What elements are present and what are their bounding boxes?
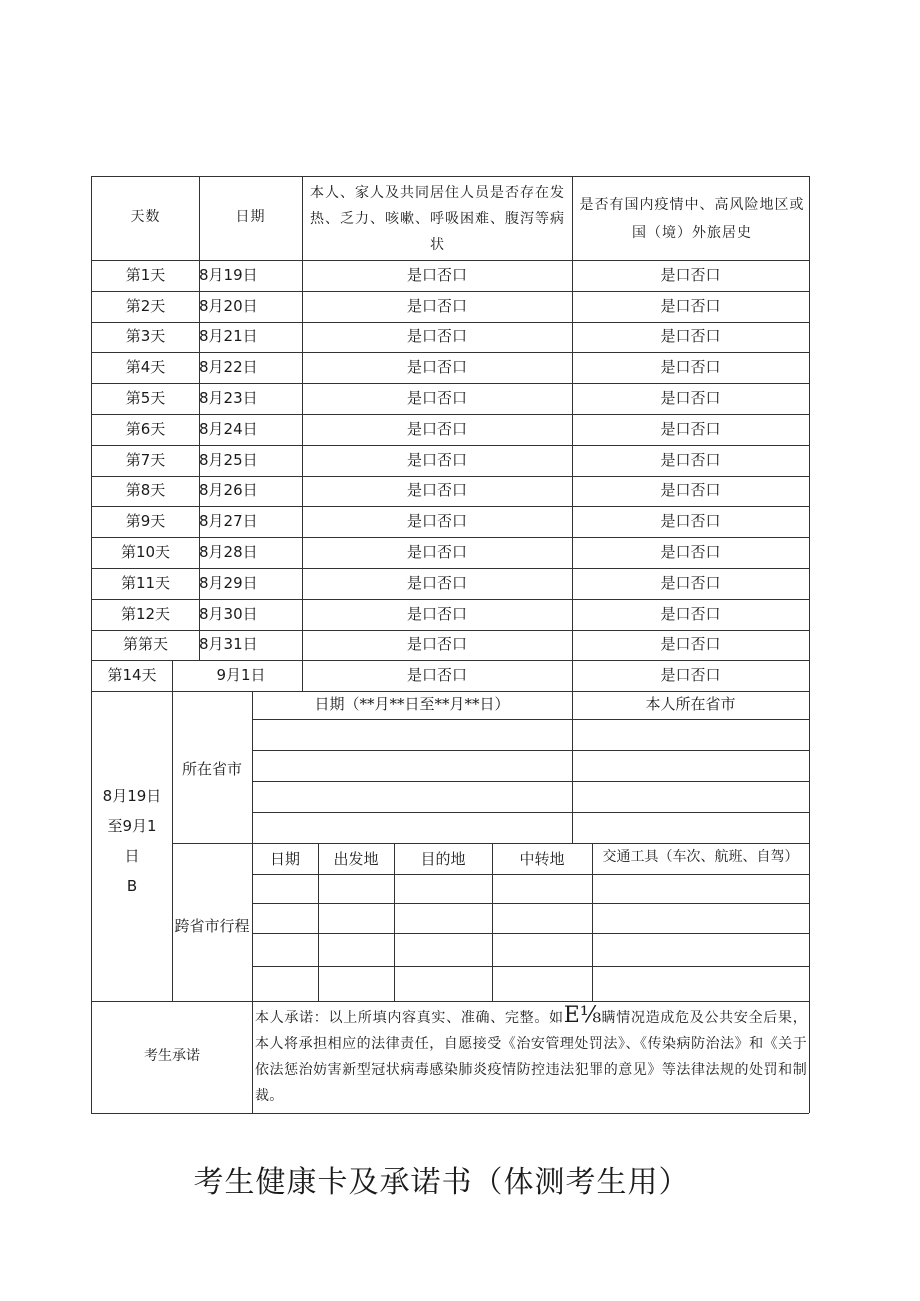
day-cell: 第9天	[125, 512, 166, 531]
symptom-checkbox-cell: 是口否口	[406, 358, 467, 377]
grid-line-v	[592, 843, 593, 1001]
pledge-label: 考生承诺	[144, 1048, 200, 1065]
day-cell: 第5天	[125, 388, 166, 407]
header-travel-question: 是否有国内疫情中、高风险地区或国（境）外旅居史	[579, 197, 805, 241]
symptom-checkbox-cell: 是口否口	[406, 481, 467, 500]
travel-checkbox-cell: 是口否口	[660, 358, 721, 377]
day-cell: 第2天	[125, 296, 166, 315]
grid-line-h	[252, 966, 809, 967]
grid-line-v	[492, 843, 493, 1001]
travel-checkbox-cell: 是口否口	[660, 265, 721, 284]
date-cell: 8月22日	[199, 358, 258, 377]
grid-line-h	[91, 1113, 809, 1114]
location-date-header: 日期（**月**日至**月**日）	[314, 695, 510, 714]
pledge-text-before: 本人承诺：以上所填内容真实、准确、完整。如	[255, 1010, 564, 1026]
day-cell: 第14天	[107, 666, 157, 685]
symptom-checkbox-cell: 是口否口	[406, 604, 467, 623]
period-label	[92, 781, 172, 901]
period-line-4: B	[126, 877, 138, 895]
travel-checkbox-cell: 是口否口	[660, 296, 721, 315]
grid-line-h	[252, 812, 809, 813]
pledge-text	[255, 1003, 807, 1109]
grid-line-v	[91, 176, 92, 1113]
grid-line-v	[199, 176, 200, 660]
pledge-glyph: E⅛	[563, 1003, 602, 1028]
grid-line-h	[172, 843, 809, 844]
date-cell: 8月21日	[199, 327, 258, 346]
grid-line-h	[91, 691, 809, 692]
day-cell: 第4天	[125, 358, 166, 377]
symptom-checkbox-cell: 是口否口	[406, 419, 467, 438]
document-title: 考生健康卡及承诺书（体测考生用）	[193, 1165, 690, 1200]
grid-line-v	[809, 176, 810, 1113]
day-cell: 第6天	[125, 419, 166, 438]
grid-line-h	[252, 750, 809, 751]
date-cell: 8月29日	[199, 573, 258, 592]
travel-checkbox-cell: 是口否口	[660, 666, 721, 685]
date-cell: 8月28日	[199, 542, 258, 561]
symptom-checkbox-cell: 是口否口	[406, 512, 467, 531]
location-label: 所在省市	[181, 760, 242, 779]
date-cell: 8月23日	[199, 388, 258, 407]
day-cell: 第12天	[120, 604, 171, 623]
travel-checkbox-cell: 是口否口	[660, 573, 721, 592]
day-cell: 第3天	[125, 327, 166, 346]
symptom-checkbox-cell: 是口否口	[406, 265, 467, 284]
grid-line-h	[91, 1001, 809, 1002]
grid-line-h	[252, 933, 809, 934]
date-cell: 8月25日	[199, 450, 258, 469]
grid-line-h	[252, 874, 809, 875]
date-cell: 8月30日	[199, 604, 258, 623]
day-cell: 第11天	[120, 573, 171, 592]
travel-checkbox-cell: 是口否口	[660, 542, 721, 561]
grid-line-v	[572, 691, 573, 843]
grid-line-v	[302, 176, 303, 691]
travel-checkbox-cell: 是口否口	[660, 419, 721, 438]
period-line-2: 至9月1	[107, 817, 157, 835]
date-cell: 8月31日	[199, 635, 258, 654]
travel-checkbox-cell: 是口否口	[660, 604, 721, 623]
symptom-checkbox-cell: 是口否口	[406, 327, 467, 346]
day-cell: 第1天	[125, 265, 166, 284]
day-cell: 第7天	[125, 450, 166, 469]
grid-line-v	[394, 843, 395, 1001]
travel-header-transport: 交通工具（车次、航班、自驾）	[602, 849, 799, 865]
symptom-checkbox-cell: 是口否口	[406, 666, 467, 685]
travel-header-date: 日期	[269, 850, 300, 869]
grid-line-h	[252, 781, 809, 782]
travel-checkbox-cell: 是口否口	[660, 327, 721, 346]
date-cell: 8月20日	[199, 296, 258, 315]
pledge-text-after: 瞒情况造成危及公共安全后果，本人将承担相应的法律责任，自愿接受《治安管理处罚法》、《传染病防治法》和《关于依法惩治妨害新型冠状病毒感染肺炎疫情防控违法犯罪的意见》等法律法规的处罚和制裁。	[255, 1010, 807, 1104]
symptom-checkbox-cell: 是口否口	[406, 296, 467, 315]
date-cell: 8月27日	[199, 512, 258, 531]
travel-checkbox-cell: 是口否口	[660, 512, 721, 531]
day-cell: 第第天	[122, 635, 168, 654]
grid-line-v	[318, 843, 319, 1001]
travel-checkbox-cell: 是口否口	[660, 481, 721, 500]
grid-line-v	[252, 691, 253, 1113]
travel-header-origin: 出发地	[333, 850, 379, 869]
symptom-checkbox-cell: 是口否口	[406, 388, 467, 407]
grid-line-h	[252, 903, 809, 904]
travel-header-destination: 目的地	[420, 850, 466, 869]
grid-line-h	[91, 660, 809, 661]
period-line-1: 8月19日	[102, 787, 162, 805]
header-date: 日期	[235, 209, 266, 226]
period-line-3: 日	[124, 847, 140, 865]
symptom-checkbox-cell: 是口否口	[406, 542, 467, 561]
grid-line-v	[572, 176, 573, 691]
travel-checkbox-cell: 是口否口	[660, 388, 721, 407]
date-cell: 8月24日	[199, 419, 258, 438]
date-cell: 9月1日	[216, 666, 266, 685]
grid-line-v	[172, 660, 173, 1001]
day-cell: 第8天	[125, 481, 166, 500]
travel-header-transit: 中转地	[519, 850, 565, 869]
travel-checkbox-cell: 是口否口	[660, 450, 721, 469]
symptom-checkbox-cell: 是口否口	[406, 573, 467, 592]
travel-label: 跨省市行程	[174, 916, 250, 935]
location-place-header: 本人所在省市	[645, 695, 736, 714]
date-cell: 8月19日	[199, 265, 258, 284]
symptom-checkbox-cell: 是口否口	[406, 450, 467, 469]
header-symptom-question: 本人、家人及共同居住人员是否存在发热、乏力、咳嗽、呼吸困难、腹泻等病状	[310, 185, 565, 253]
date-cell: 8月26日	[199, 481, 258, 500]
header-days: 天数	[130, 209, 161, 226]
day-cell: 第10天	[120, 542, 171, 561]
grid-line-h	[252, 719, 809, 720]
travel-checkbox-cell: 是口否口	[660, 635, 721, 654]
symptom-checkbox-cell: 是口否口	[406, 635, 467, 654]
